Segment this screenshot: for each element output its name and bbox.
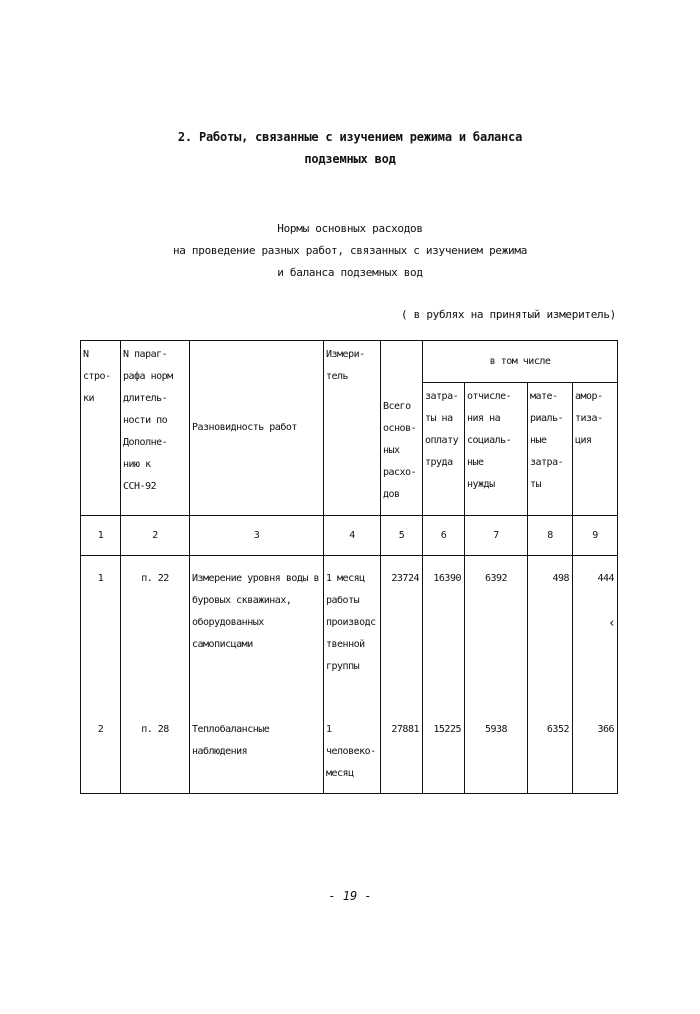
row-no: 2 [81,716,121,794]
table-row [81,716,618,794]
column-number-row [81,516,618,556]
row-paragraph: п. 22 [121,556,190,716]
section-title [0,126,700,170]
caption-line-1: Нормы основных расходов [277,222,423,235]
row-labor: 16390 [423,556,465,716]
column-number: 8 [528,516,573,556]
header-including: в том числе [423,341,618,383]
row-labor: 15225 [423,716,465,794]
header-amortization: амор- тиза- ция [573,383,618,516]
header-materials: мате- риаль- ные затра- ты [528,383,573,516]
header-paragraph: N параг- рафа норм длитель- ности по Дополне- нию к ССН-92 [121,341,190,516]
row-social: 6392 [465,556,528,716]
header-work-type: Разновидность работ [190,341,324,516]
header-social: отчисле- ния на социаль- ные нужды [465,383,528,516]
row-work: Измерение уровня воды в буровых скважинах, оборудованных самописцами [190,556,324,716]
column-number: 6 [423,516,465,556]
column-number: 4 [324,516,381,556]
row-amortization: 366 [573,716,618,794]
header-row-no: N стро- ки [81,341,121,516]
table-caption [0,218,700,284]
page-edge-mark: ‹ [608,616,616,631]
caption-line-2: на проведение разных работ, связанных с изучением режима [172,244,528,257]
table-row [81,556,618,716]
header-total: Всего основ- ных расхо- дов [381,341,423,516]
header-unit: Измери- тель [324,341,381,516]
row-no: 1 [81,556,121,716]
page-number: - 19 - [328,889,372,903]
row-work: Теплобалансные наблюдения [190,716,324,794]
section-title-line-2: подземных вод [304,152,396,166]
units-note: ( в рублях на принятый измеритель) [401,308,616,321]
header-labor: затра- ты на оплату труда [423,383,465,516]
row-unit: 1 месяц работы производственной группы [324,556,381,716]
column-number: 2 [121,516,190,556]
column-number: 5 [381,516,423,556]
row-unit: 1 человеко-месяц [324,716,381,794]
row-total: 23724 [381,556,423,716]
row-total: 27881 [381,716,423,794]
row-materials: 498 [528,556,573,716]
row-amortization: 444 [573,556,618,716]
norms-table [80,340,618,794]
row-social: 5938 [465,716,528,794]
column-number: 1 [81,516,121,556]
column-number: 9 [573,516,618,556]
column-number: 3 [190,516,324,556]
caption-line-3: и баланса подземных вод [277,266,423,279]
row-materials: 6352 [528,716,573,794]
section-title-line-1: 2. Работы, связанные с изучением режима и баланса [177,130,523,144]
row-paragraph: п. 28 [121,716,190,794]
column-number: 7 [465,516,528,556]
